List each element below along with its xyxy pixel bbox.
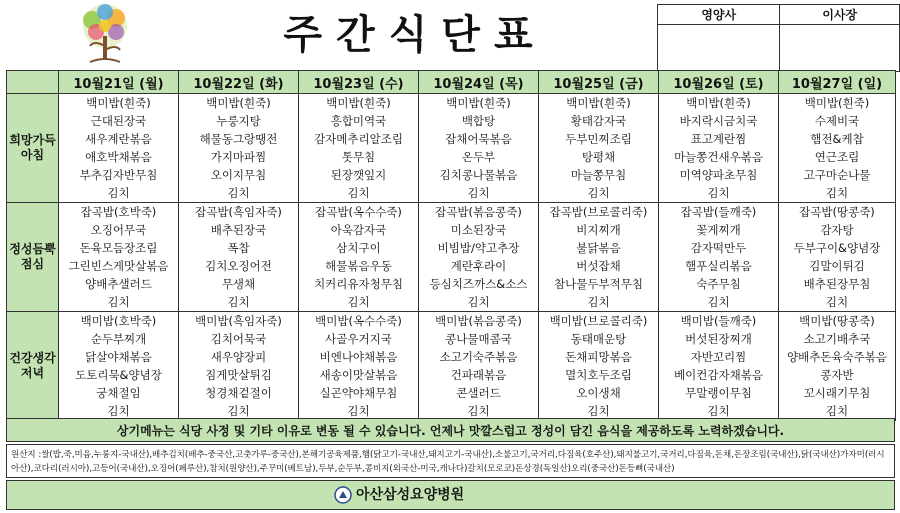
hospital-name: 아산삼성요양병원: [356, 487, 465, 503]
menu-item: 소고기숙주볶음: [439, 350, 518, 364]
approval-label-dietitian: 영양사: [658, 5, 780, 25]
menu-item: 햄푸실리볶음: [685, 259, 752, 273]
day-header-row: [7, 71, 896, 94]
menu-item: 짐게맛살튀김: [205, 368, 272, 382]
menu-item: 김치: [587, 186, 610, 200]
menu-item: 흥합미역국: [330, 114, 387, 128]
menu-cell: [59, 312, 179, 421]
menu-item: 참나물두부적무침: [554, 277, 643, 291]
approval-label-director: 이사장: [780, 5, 900, 25]
menu-item: 오이지무침: [210, 168, 267, 182]
day-header: 10월22일 (화): [179, 71, 299, 94]
meal-row: [7, 312, 896, 421]
menu-item: 잡곡밥(땅콩죽): [799, 205, 875, 219]
menu-item: 백미밥(흰죽): [86, 96, 151, 110]
menu-item: 김치: [227, 186, 250, 200]
menu-item: 백미밥(흑임자죽): [195, 314, 282, 328]
menu-item: 마늘쫑건새우볶음: [674, 150, 763, 164]
menu-item: 김치: [107, 295, 130, 309]
day-header: 10월24일 (목): [419, 71, 539, 94]
menu-item: 연근조림: [814, 150, 860, 164]
menu-item: 순두부찌개: [90, 332, 147, 346]
menu-item: 김치: [467, 295, 490, 309]
menu-cell: [419, 94, 539, 203]
menu-item: 백미밥(호박죽): [80, 314, 157, 328]
menu-item: 톳무침: [341, 150, 376, 164]
menu-item: 김치콩나물볶음: [439, 168, 518, 182]
menu-item: 김치: [707, 186, 730, 200]
menu-item: 청경채겉절이: [205, 386, 272, 400]
menu-item: 부추김자반무침: [79, 168, 158, 182]
menu-item: 버섯잡채: [576, 259, 621, 273]
menu-item: 배추된장무침: [803, 277, 871, 291]
menu-item: 감자탕: [820, 223, 854, 237]
menu-item: 해물동그랑땡전: [199, 132, 278, 146]
menu-item: 잡곡밥(흑임자죽): [195, 205, 282, 219]
menu-item: 버섯된장찌개: [685, 332, 752, 346]
menu-cell: [659, 94, 779, 203]
menu-item: 도토리묵&양념장: [75, 368, 162, 382]
menu-cell: [299, 312, 419, 421]
menu-item: 김치: [587, 295, 610, 309]
menu-item: 백미밥(흰죽): [446, 96, 511, 110]
menu-item: 잡곡밥(볶음콩죽): [435, 205, 522, 219]
menu-item: 두부민찌조림: [565, 132, 632, 146]
approval-sign-dietitian: [658, 25, 780, 72]
menu-item: 백미밥(땅콩죽): [799, 314, 875, 328]
menu-item: 잡채어묵볶음: [445, 132, 512, 146]
menu-item: 아욱감자국: [330, 223, 387, 237]
menu-item: 새우양장피: [210, 350, 267, 364]
header: [0, 0, 900, 70]
notice-banner: 상기메뉴는 식당 사정 및 기타 이유로 변동 될 수 있습니다. 언제나 맛깔스럽고 정성이 담긴 음식을 제공하도록 노력하겠습니다.: [6, 418, 895, 442]
menu-item: 백미밥(흰죽): [804, 96, 870, 110]
menu-item: 닭살야채볶음: [85, 350, 152, 364]
menu-cell: [779, 94, 896, 203]
menu-item: 소고기배추국: [803, 332, 871, 346]
menu-item: 해물볶음우동: [325, 259, 392, 273]
menu-item: 김치오징어전: [205, 259, 272, 273]
menu-item: 김치: [107, 404, 130, 418]
menu-cell: [659, 203, 779, 312]
menu-item: 멸치호두조림: [565, 368, 632, 382]
menu-item: 백미밥(들깨죽): [680, 314, 757, 328]
menu-item: 햄전&케찹: [810, 132, 864, 146]
menu-cell: [179, 94, 299, 203]
menu-item: 김치: [825, 295, 849, 309]
menu-item: 김치: [707, 295, 730, 309]
menu-item: 근대된장국: [90, 114, 147, 128]
menu-item: 백미밥(흰죽): [566, 96, 631, 110]
menu-item: 탕평채: [581, 150, 616, 164]
menu-cell: [659, 312, 779, 421]
menu-item: 김치: [227, 404, 250, 418]
menu-cell: [779, 203, 896, 312]
menu-item: 백미밥(흰죽): [326, 96, 391, 110]
menu-item: 숙주무침: [696, 277, 741, 291]
menu-item: 새우계란볶음: [85, 132, 152, 146]
menu-item: 백미밥(브로콜리죽): [549, 314, 648, 328]
menu-item: 감자메추리알조림: [314, 132, 403, 146]
day-header: 10월21일 (월): [59, 71, 179, 94]
menu-item: 자반꼬리찜: [690, 350, 747, 364]
menu-item: 콘샐러드: [456, 386, 501, 400]
meal-label: 정성듬뿍 점심: [7, 203, 59, 312]
menu-item: 꽃게찌개: [696, 223, 741, 237]
menu-cell: [179, 312, 299, 421]
menu-item: 등심치즈까스&소스: [429, 277, 528, 291]
menu-item: 김치: [347, 186, 370, 200]
menu-item: 누룽지탕: [216, 114, 261, 128]
meal-label: 희망가득 아침: [7, 94, 59, 203]
menu-item: 비엔나야채볶음: [319, 350, 398, 364]
day-header: 10월25일 (금): [539, 71, 659, 94]
menu-item: 김치: [825, 186, 849, 200]
menu-item: 비빔밥/약고추장: [437, 241, 520, 255]
menu-item: 돈육모듬장조림: [79, 241, 158, 255]
menu-item: 김치: [587, 404, 610, 418]
menu-item: 황태감자국: [570, 114, 627, 128]
menu-item: 표고계란찜: [690, 132, 747, 146]
meal-row: [7, 203, 896, 312]
menu-item: 김치: [347, 404, 370, 418]
menu-item: 김말이튀김: [809, 259, 865, 273]
meal-label: 건강생각 저녁: [7, 312, 59, 421]
menu-item: 배추된장국: [210, 223, 267, 237]
menu-item: 그린빈스게맛살볶음: [68, 259, 169, 273]
menu-item: 폭찹: [227, 241, 250, 255]
page-title: 주간식단표: [283, 12, 547, 58]
menu-item: 김치어묵국: [210, 332, 267, 346]
menu-item: 백미밥(옥수수죽): [315, 314, 402, 328]
menu-item: 고구마순나물: [803, 168, 871, 182]
menu-item: 무생채: [221, 277, 256, 291]
menu-item: 궁채절임: [96, 386, 141, 400]
menu-item: 베이컨감자채볶음: [674, 368, 763, 382]
menu-item: 오이생채: [576, 386, 621, 400]
tree-logo-icon: [70, 2, 140, 66]
menu-item: 김치: [825, 404, 849, 418]
menu-item: 불닭볶음: [576, 241, 621, 255]
menu-cell: [299, 94, 419, 203]
menu-item: 백미밥(볶음콩죽): [435, 314, 522, 328]
menu-item: 마늘쫑무침: [570, 168, 627, 182]
menu-item: 잡곡밥(호박죽): [80, 205, 157, 219]
menu-item: 꼬시래기무침: [803, 386, 871, 400]
menu-cell: [419, 203, 539, 312]
menu-item: 콩자반: [820, 368, 854, 382]
menu-cell: [779, 312, 896, 421]
day-header: 10월27일 (일): [779, 71, 896, 94]
menu-cell: [539, 312, 659, 421]
menu-item: 오징어무국: [90, 223, 147, 237]
menu-item: 삼치구이: [336, 241, 381, 255]
menu-item: 김치: [347, 295, 370, 309]
approval-sign-director: [780, 25, 900, 72]
hospital-logo-icon: [334, 486, 352, 504]
menu-item: 실곤약야채무침: [319, 386, 398, 400]
menu-item: 계란후라이: [450, 259, 507, 273]
menu-item: 김치: [707, 404, 730, 418]
menu-item: 미역양파초무침: [679, 168, 758, 182]
menu-item: 새송이맛살볶음: [319, 368, 398, 382]
menu-cell: [539, 203, 659, 312]
menu-item: 사골우거지국: [325, 332, 392, 346]
menu-item: 수제비국: [814, 114, 860, 128]
menu-cell: [179, 203, 299, 312]
menu-item: 돈채피망볶음: [565, 350, 632, 364]
menu-item: 치커리유자청무침: [314, 277, 403, 291]
menu-item: 콩나물매콤국: [445, 332, 512, 346]
menu-item: 백합탕: [461, 114, 496, 128]
weekly-menu-table: [6, 70, 896, 421]
menu-item: 감자떡만두: [690, 241, 747, 255]
menu-item: 가지마파찜: [210, 150, 267, 164]
menu-item: 건파래볶음: [450, 368, 507, 382]
day-header: 10월26일 (토): [659, 71, 779, 94]
menu-item: 양배추샐러드: [85, 277, 152, 291]
menu-item: 김치: [227, 295, 250, 309]
menu-cell: [419, 312, 539, 421]
menu-item: 미소된장국: [450, 223, 507, 237]
menu-cell: [539, 94, 659, 203]
approval-box: [657, 4, 900, 72]
corner-cell: [7, 71, 59, 94]
menu-item: 잡곡밥(브로콜리죽): [549, 205, 648, 219]
menu-item: 백미밥(흰죽): [686, 96, 751, 110]
menu-item: 백미밥(흰죽): [206, 96, 271, 110]
menu-item: 잡곡밥(들깨죽): [680, 205, 757, 219]
menu-item: 김치: [467, 186, 490, 200]
menu-item: 무말랭이무침: [685, 386, 752, 400]
menu-item: 잡곡밥(옥수수죽): [315, 205, 402, 219]
menu-item: 온두부: [461, 150, 496, 164]
menu-item: 바지락시금치국: [679, 114, 758, 128]
menu-cell: [59, 94, 179, 203]
menu-item: 비지찌개: [576, 223, 621, 237]
menu-item: 애호박채볶음: [85, 150, 152, 164]
menu-cell: [299, 203, 419, 312]
menu-item: 김치: [107, 186, 130, 200]
menu-cell: [59, 203, 179, 312]
menu-item: 동태매운탕: [570, 332, 627, 346]
menu-item: 김치: [467, 404, 490, 418]
menu-item: 두부구이&양념장: [793, 241, 881, 255]
meal-row: [7, 94, 896, 203]
origin-info: 원산지 :쌀(밥,죽,미음,누룽지-국내산),배추김치(배추-중국산,고춧가루-중국산),본해기공육제품,햄(닭고기-국내산,돼지고기-국내산),소불고기,국거리,다짐육(호주산),돼지불고기,국거리,다짐육,돈채,돈장조림(국내산),닭(국내산)가자미(러시아산),코다리(러시아),고등어(국내산),오징어(페루산),참치(원양산),주꾸미(베트남),두부,순두부,콩비지(외국산-미국,캐나다)갈치(모로코)돈상경(독일산)오리(중국산)돈등뼈(국내산): [6, 444, 895, 478]
menu-item: 된장깻잎지: [330, 168, 387, 182]
day-header: 10월23일 (수): [299, 71, 419, 94]
menu-item: 양배추돈육숙주볶음: [787, 350, 887, 364]
